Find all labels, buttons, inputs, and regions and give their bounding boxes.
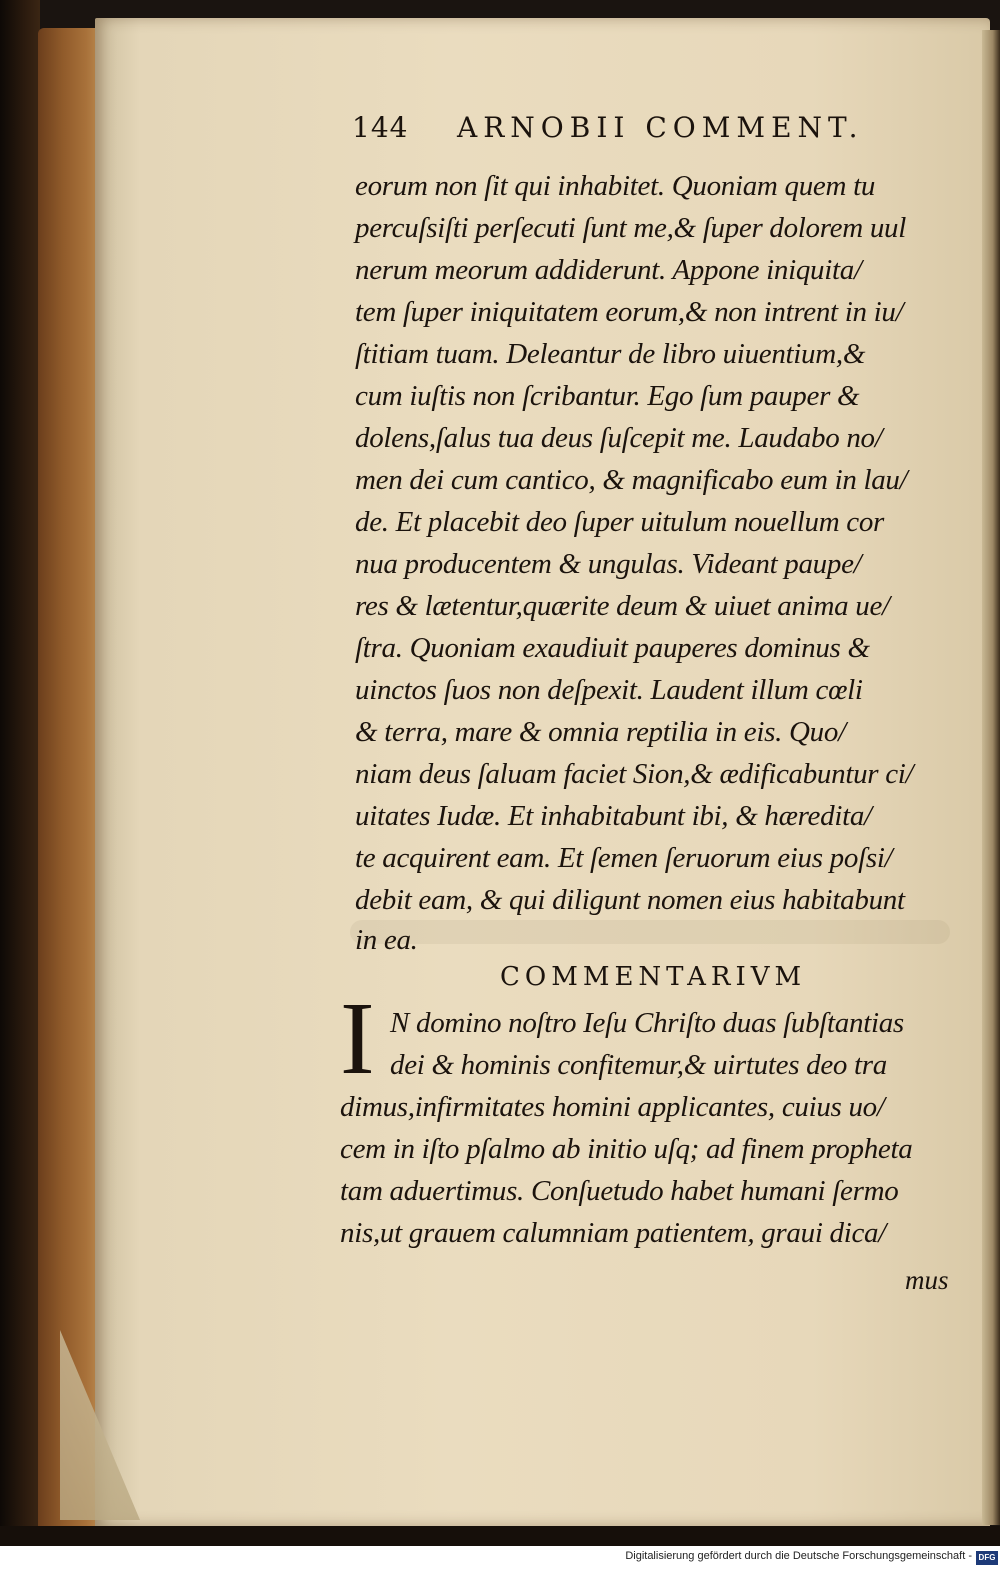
text-line: de. Et placebit deo ſuper uitulum nouellum cor: [355, 506, 885, 538]
text-line: men dei cum cantico, & magnificabo eum in lau/: [355, 464, 908, 496]
catchword: mus: [905, 1265, 949, 1295]
text-line: nua producentem & ungulas. Videant paupe/: [355, 548, 862, 580]
text-line: dei & hominis confitemur,& uirtutes deo tra: [390, 1049, 887, 1081]
scan-background: [0, 1526, 1000, 1546]
text-line: tem ſuper iniquitatem eorum,& non intrent in iu/: [355, 296, 904, 328]
text-line: debit eam, & qui diligunt nomen eius habitabunt: [355, 884, 905, 916]
text-line: ſtra. Quoniam exaudiuit pauperes dominus &: [355, 632, 870, 664]
text-line: ſtitiam tuam. Deleantur de libro uiuentium,&: [355, 338, 866, 370]
text-line: niam deus ſaluam faciet Sion,& ædificabuntur ci/: [355, 758, 914, 790]
text-line: & terra, mare & omnia reptilia in eis. Quo/: [355, 716, 846, 748]
text-line: cum iuſtis non ſcribantur. Ego ſum pauper &: [355, 380, 860, 412]
text-line: te acquirent eam. Et ſemen ſeruorum eius poſsi/: [355, 842, 893, 874]
page-right-edge: [982, 30, 1000, 1525]
text-line: dolens,ſalus tua deus ſuſcepit me. Laudabo no/: [355, 422, 883, 454]
text-line: in ea.: [355, 924, 418, 956]
text-line: dimus,infirmitates homini applicantes, cuius uo/: [340, 1091, 885, 1123]
page-number: 144: [352, 111, 409, 144]
text-line: tam aduertimus. Conſuetudo habet humani ſermo: [340, 1175, 899, 1207]
text-line: uitates Iudæ. Et inhabitabunt ibi, & hæredita/: [355, 800, 872, 832]
running-title: ARNOBII COMMENT.: [457, 111, 864, 144]
text-line: nerum meorum addiderunt. Appone iniquita/: [355, 254, 862, 286]
funding-note: Digitalisierung gefördert durch die Deutsche Forschungsgemeinschaft -: [625, 1550, 972, 1562]
text-line: uinctos ſuos non deſpexit. Laudent illum cœli: [355, 674, 863, 706]
dfg-logo: DFG: [976, 1551, 998, 1565]
text-line: nis,ut grauem calumniam patientem, graui dica/: [340, 1217, 887, 1249]
text-line: res & lætentur,quærite deum & uiuet anima ue/: [355, 590, 890, 622]
book-edge: [38, 28, 98, 1533]
section-heading: COMMENTARIVM: [500, 962, 807, 992]
text-line: cem in iſto pſalmo ab initio uſq; ad finem propheta: [340, 1133, 913, 1165]
page-header: [352, 105, 932, 155]
text-line: eorum non ſit qui inhabitet. Quoniam quem tu: [355, 170, 876, 202]
text-line: N domino noſtro Ieſu Chriſto duas ſubſtantias: [390, 1007, 904, 1039]
footer-bar: [0, 1546, 1000, 1571]
drop-cap-initial: I: [340, 981, 375, 1096]
text-line: percuſsiſti perſecuti ſunt me,& ſuper dolorem uul: [355, 212, 906, 244]
spine-shadow: [0, 0, 40, 1545]
